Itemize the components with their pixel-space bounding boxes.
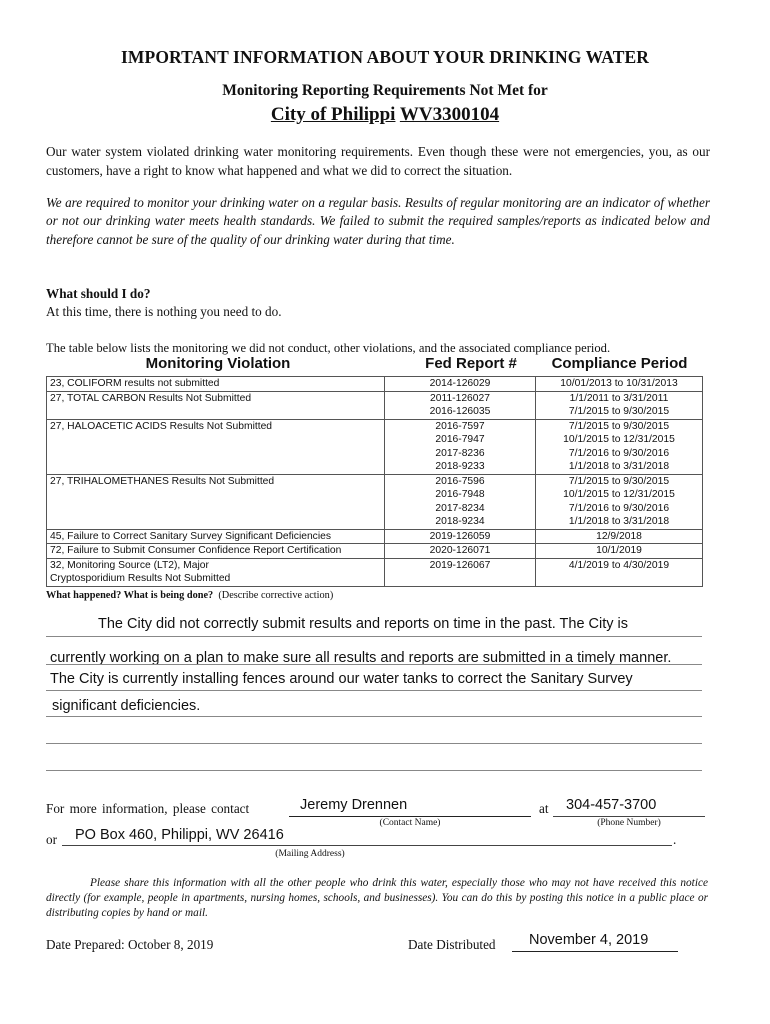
violation-cell [47, 391, 385, 419]
table-row [47, 391, 703, 419]
requirement-paragraph: We are required to monitor your drinking water on a regular basis. Results of regular monitoring are an indicator of whether or not our drinking water meets health standards. We failed to submit the required samples/reports as indicated below and therefore cannot be sure of the quality of our drinking water during that time. [46, 195, 710, 247]
table-row [47, 558, 703, 586]
contact-phone-line [553, 816, 705, 817]
col-header-compliance: Compliance Period [551, 355, 688, 372]
contact-phone-label: (Phone Number) [597, 818, 661, 828]
table-row [47, 419, 703, 474]
violation-cell [47, 419, 385, 474]
writing-rule [46, 770, 702, 771]
compliance-period-cell [536, 474, 703, 529]
fed-report-cell [385, 391, 536, 419]
violation-cell [47, 544, 385, 559]
what-happened-heading: What happened? What is being done? [46, 590, 214, 601]
violation-cell-line: 23, COLIFORM results not submitted [50, 378, 220, 389]
compliance-period-cell-line: 7/1/2015 to 9/30/2015 [568, 406, 670, 417]
col-header-violation: Monitoring Violation [145, 355, 291, 372]
compliance-period-cell-line: 7/1/2015 to 9/30/2015 [568, 420, 670, 432]
contact-at: at [539, 801, 549, 816]
fed-report-cell-line: 2017-8234 [435, 502, 485, 514]
violation-cell-line: 45, Failure to Correct Sanitary Survey Significant Deficiencies [50, 530, 331, 542]
fed-report-cell-line: 2018-9234 [435, 516, 485, 527]
table-row [47, 377, 703, 392]
compliance-period-cell [536, 558, 703, 586]
mailing-address-label: (Mailing Address) [275, 849, 345, 859]
fed-report-cell-line: 2014-126029 [429, 378, 491, 389]
fed-report-cell-line: 2016-7948 [435, 489, 485, 500]
fed-report-cell-line: 2018-9233 [435, 461, 485, 472]
compliance-period-cell-line: 10/01/2013 to 10/31/2013 [560, 378, 678, 389]
mailing-address: PO Box 460, Philippi, WV 26416 [75, 827, 284, 843]
table-row [47, 474, 703, 529]
writing-rule [46, 636, 702, 637]
fed-report-cell-line: 2016-7596 [435, 475, 485, 487]
writing-rule [46, 743, 702, 744]
fed-report-cell [385, 529, 536, 544]
fed-report-cell-line: 2019-126067 [429, 559, 491, 571]
compliance-period-cell-line: 1/1/2018 to 3/31/2018 [568, 516, 670, 527]
date-distributed-line [512, 951, 678, 952]
fed-report-cell [385, 558, 536, 586]
corrective-action-line-4: significant deficiencies. [52, 698, 201, 714]
compliance-period-cell [536, 544, 703, 559]
what-happened-note: (Describe corrective action) [218, 590, 334, 601]
writing-rule [46, 716, 702, 717]
what-happened-heading-row [46, 590, 333, 601]
corrective-action-line-3: The City is currently installing fences around our water tanks to correct the Sanitary Survey [50, 671, 633, 687]
compliance-period-cell [536, 391, 703, 419]
col-header-fed-report: Fed Report # [425, 355, 517, 372]
violation-cell-line: Cryptosporidium Results Not Submitted [50, 573, 231, 584]
compliance-period-cell-line: 7/1/2016 to 9/30/2016 [568, 502, 670, 514]
violation-cell [47, 474, 385, 529]
contact-name-label: (Contact Name) [379, 818, 441, 828]
mailing-address-line [62, 845, 672, 846]
compliance-period-cell-line: 7/1/2015 to 9/30/2015 [568, 475, 670, 487]
fed-report-cell [385, 419, 536, 474]
water-system-heading [0, 104, 770, 126]
table-row [47, 544, 703, 559]
contact-name-line [289, 816, 531, 817]
violation-cell [47, 377, 385, 392]
contact-name: Jeremy Drennen [300, 797, 408, 813]
notice-title: IMPORTANT INFORMATION ABOUT YOUR DRINKING WATER [121, 47, 649, 67]
corrective-action-line-1: The City did not correctly submit results and reports on time in the past. The City is [98, 616, 629, 632]
notice-subtitle: Monitoring Reporting Requirements Not Met for [222, 82, 548, 99]
writing-rule [46, 690, 702, 691]
fed-report-cell [385, 544, 536, 559]
water-system-id: WV3300104 [399, 104, 500, 125]
compliance-period-cell-line: 1/1/2011 to 3/31/2011 [569, 392, 669, 404]
compliance-period-cell-line: 1/1/2018 to 3/31/2018 [568, 461, 670, 472]
fed-report-cell [385, 474, 536, 529]
compliance-period-cell-line: 4/1/2019 to 4/30/2019 [568, 559, 670, 571]
share-notice: Please share this information with all the other people who drink this water, especially those who may not have received this notice directly (for example, people in apartments, nursing homes, schools, and businesses). You can do this by posting this notice in a public place or distributing copies by hand or mail. [46, 877, 708, 920]
compliance-period-cell-line: 10/1/2015 to 12/31/2015 [563, 489, 675, 500]
fed-report-cell-line: 2016-126035 [429, 406, 491, 417]
what-should-heading: What should I do? [46, 286, 151, 301]
compliance-period-cell-line: 10/1/2019 [596, 545, 642, 556]
table-intro: The table below lists the monitoring we did not conduct, other violations, and the associated compliance period. [46, 341, 611, 355]
fed-report-cell-line: 2020-126071 [429, 545, 491, 556]
fed-report-cell-line: 2019-126059 [429, 530, 491, 542]
date-distributed-value: November 4, 2019 [529, 932, 649, 948]
compliance-period-cell [536, 529, 703, 544]
corrective-action-line-2: currently working on a plan to make sure all results and reports are submitted in a timely manner. [50, 650, 672, 666]
fed-report-cell-line: 2017-8236 [435, 447, 485, 459]
violation-cell-line: 72, Failure to Submit Consumer Confidence Report Certification [50, 545, 342, 556]
contact-phone: 304-457-3700 [566, 797, 657, 813]
compliance-period-cell-line: 10/1/2015 to 12/31/2015 [563, 434, 675, 445]
fed-report-cell-line: 2016-7947 [435, 434, 485, 445]
compliance-period-cell [536, 419, 703, 474]
fed-report-cell-line: 2016-7597 [435, 420, 485, 432]
water-system-name: City of Philippi [270, 104, 396, 125]
contact-or: or [46, 832, 57, 847]
compliance-period-cell-line: 12/9/2018 [596, 530, 642, 542]
violation-cell-line: 32, Monitoring Source (LT2), Major [50, 559, 209, 571]
date-distributed-label: Date Distributed [408, 937, 496, 952]
fed-report-cell-line: 2011-126027 [430, 392, 490, 404]
what-should-text: At this time, there is nothing you need to do. [46, 304, 282, 319]
contact-prefix: For more information, please contact [46, 801, 250, 816]
writing-rule [46, 664, 702, 665]
date-prepared: Date Prepared: October 8, 2019 [46, 937, 214, 952]
address-period: . [673, 832, 677, 847]
violations-table [46, 376, 703, 587]
table-row [47, 529, 703, 544]
compliance-period-cell-line: 7/1/2016 to 9/30/2016 [568, 447, 670, 459]
compliance-period-cell [536, 377, 703, 392]
violation-cell-line: 27, HALOACETIC ACIDS Results Not Submitted [50, 420, 273, 432]
violation-cell-line: 27, TOTAL CARBON Results Not Submitted [50, 392, 252, 404]
violation-cell [47, 558, 385, 586]
violation-cell-line: 27, TRIHALOMETHANES Results Not Submitted [50, 475, 275, 487]
violation-cell [47, 529, 385, 544]
fed-report-cell [385, 377, 536, 392]
intro-paragraph: Our water system violated drinking water monitoring requirements. Even though these were not emergencies, you, as our customers, have a right to know what happened and what we did to correct the situation. [46, 144, 710, 178]
